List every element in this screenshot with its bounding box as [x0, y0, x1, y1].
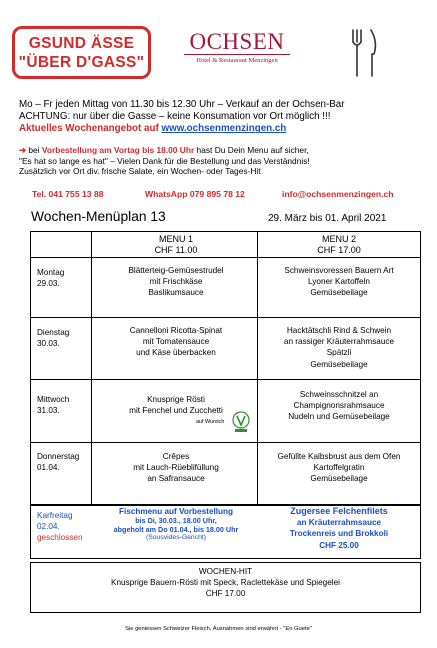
tuesday-menu2 [261, 325, 417, 370]
whatsapp-number[interactable]: WhatsApp 079 895 78 12 [145, 189, 245, 199]
friday-fish-menu [95, 506, 257, 543]
preorder-deadline: Vorbestellung am Vortag bis 18.00 Uhr [41, 145, 195, 155]
dish-line: Hacktätschli Rind & Schwein [286, 326, 392, 335]
day-date: 31.03. [37, 406, 60, 416]
dish-line: mit Lauch-Rüeblifüllung [133, 463, 219, 473]
menu1-price: CHF 11.00 [154, 245, 198, 255]
thursday-menu2 [261, 451, 417, 485]
menu2-title: MENU 2 [321, 234, 356, 244]
dish-price: CHF 25.00 [319, 540, 359, 550]
row-divider [31, 317, 420, 318]
day-friday [37, 510, 93, 544]
hit-title: WOCHEN-HIT [198, 567, 253, 576]
day-date: 29.03. [37, 279, 60, 289]
day-name: Karfreitag [37, 511, 73, 520]
dish-line: Cannelloni Ricotta-Spinat [129, 326, 223, 335]
dish-line: mit Fenchel und Zucchetti [129, 406, 223, 416]
dish-line: Knusprige Rösti [147, 395, 205, 404]
dish-title: Zugersee Felchenfilets [290, 506, 388, 516]
tuesday-menu1 [95, 325, 257, 359]
gsund-aesse-stamp [12, 26, 151, 79]
dish-line: Gemüsebeilage [310, 288, 368, 298]
vegan-note: auf Wunsch [196, 419, 225, 425]
dish-line: Trockenreis und Brokkoli [289, 529, 389, 539]
ochsen-logo [184, 30, 290, 64]
dish-line: an Kräuterrahmsauce [296, 518, 382, 528]
closed-label: geschlossen [37, 533, 83, 543]
website-link[interactable]: www.ochsenmenzingen.ch [161, 123, 287, 135]
wednesday-menu2 [261, 389, 417, 423]
dish-line: an rassiger Kräuterrahmsauce [283, 337, 395, 347]
dish-line: an Safransauce [147, 474, 205, 484]
fish-order-deadline: bis Di, 30.03., 18.00 Uhr, [135, 516, 217, 526]
row-divider [31, 379, 420, 380]
day-name: Donnerstag [37, 452, 80, 461]
hit-price: CHF 17.00 [205, 589, 246, 599]
menu1-title: MENU 1 [158, 234, 193, 244]
day-name: Dienstag [37, 328, 70, 337]
weekly-hit-box [30, 562, 421, 613]
weekly-offer-line [19, 123, 344, 135]
hit-description: Knusprige Bauern-Rösti mit Speck, Raclettekäse und Spiegelei [111, 578, 340, 588]
dish-line: Spätzli [326, 348, 352, 358]
intro-block [19, 99, 344, 136]
cutlery-icon [350, 28, 380, 78]
day-name: Mittwoch [37, 395, 70, 404]
email-link[interactable]: info@ochsenmenzingen.ch [282, 189, 394, 199]
footer-note: Sie geniessen Schweizer Fleisch, Ausnahmen sind erwähnt - "En Guete" [125, 626, 312, 632]
plan-dates: 29. März bis 01. April 2021 [268, 213, 387, 224]
thursday-menu1 [95, 451, 257, 485]
column-divider [257, 232, 258, 504]
preorder-suffix: hast Du Dein Menu auf sicher, [194, 145, 309, 155]
fish-title: Fischmenu auf Vorbestellung [118, 507, 234, 516]
dish-line: Gefüllte Kalbsbrust aus dem Ofen [277, 452, 401, 461]
dish-line: mit Tomatensauce [142, 337, 210, 347]
extras-line: Zusätzlich vor Ort div. frische Salate, ein Wochen- oder Tages-Hit [19, 166, 261, 177]
dish-line: Nudeln und Gemüsebeilage [288, 412, 390, 422]
weekly-hit [31, 566, 420, 600]
row-divider [31, 442, 420, 443]
monday-menu2 [261, 265, 417, 299]
vegan-icon [232, 411, 250, 433]
day-thursday [37, 451, 93, 473]
monday-menu1 [95, 265, 257, 299]
weekly-offer-prefix: Aktuelles Wochenangebot auf [19, 123, 162, 135]
dish-line: Crêpes [162, 452, 190, 461]
dish-line: Schweinsvoressen Bauern Art [284, 266, 394, 275]
brand-subtitle: Hotel & Restaurant Menzingen [196, 57, 278, 64]
menu2-header [261, 234, 417, 256]
friday-menu2 [261, 506, 417, 551]
dish-line: und Käse überbacken [136, 348, 216, 358]
plan-title: Wochen-Menüplan 13 [31, 209, 166, 224]
dish-line: Gemüsebeilage [310, 474, 368, 484]
fish-note: (Sousvides-Gericht) [145, 534, 207, 542]
row-divider [31, 257, 420, 258]
arrow-right-icon: ➔ [19, 145, 27, 155]
dish-line: Blätterteig-Gemüsestrudel [128, 266, 224, 275]
day-monday [37, 267, 93, 289]
preorder-prefix: bei [28, 145, 42, 155]
opening-hours: Mo – Fr jeden Mittag von 11.30 bis 12.30 Uhr – Verkauf an der Ochsen-Bar [19, 99, 345, 110]
day-date: 30.03. [37, 339, 60, 349]
brand-name: OCHSEN [184, 30, 290, 55]
dish-line: Schweinsschnitzel an [299, 390, 379, 399]
stamp-line-2: "ÜBER D'GASS" [18, 54, 145, 71]
day-name: Montag [37, 268, 65, 277]
phone-number[interactable]: Tel. 041 755 13 88 [32, 189, 104, 199]
info-block [19, 145, 310, 177]
menu2-price: CHF 17.00 [317, 245, 361, 255]
stamp-line-1: GSUND ÄSSE [28, 35, 135, 52]
day-date: 01.04. [37, 463, 60, 473]
dish-line: Lyoner Kartoffeln [308, 277, 370, 287]
menu-table [30, 231, 421, 559]
attention-note: ACHTUNG: nur über die Gasse – keine Konsumation vor Ort möglich !!! [19, 111, 331, 123]
dish-line: Baslikumsauce [148, 288, 204, 298]
menu1-header [95, 234, 257, 256]
dish-line: Champignonsrahmsauce [293, 401, 385, 411]
fish-pickup: abgeholt am Do 01.04., bis 18.00 Uhr [113, 524, 239, 534]
day-date: 02.04. [37, 522, 60, 532]
thanks-line: "Es hat so lange es hat" – Vielen Dank für die Bestellung und das Verständnis! [19, 155, 310, 166]
day-wednesday [37, 394, 93, 416]
day-tuesday [37, 327, 93, 349]
dish-line: Gemüsebeilage [310, 359, 368, 369]
dish-line: Kartoffelgratin [313, 463, 365, 473]
preorder-line [19, 145, 310, 156]
dish-line: mit Frischkäse [149, 277, 203, 287]
